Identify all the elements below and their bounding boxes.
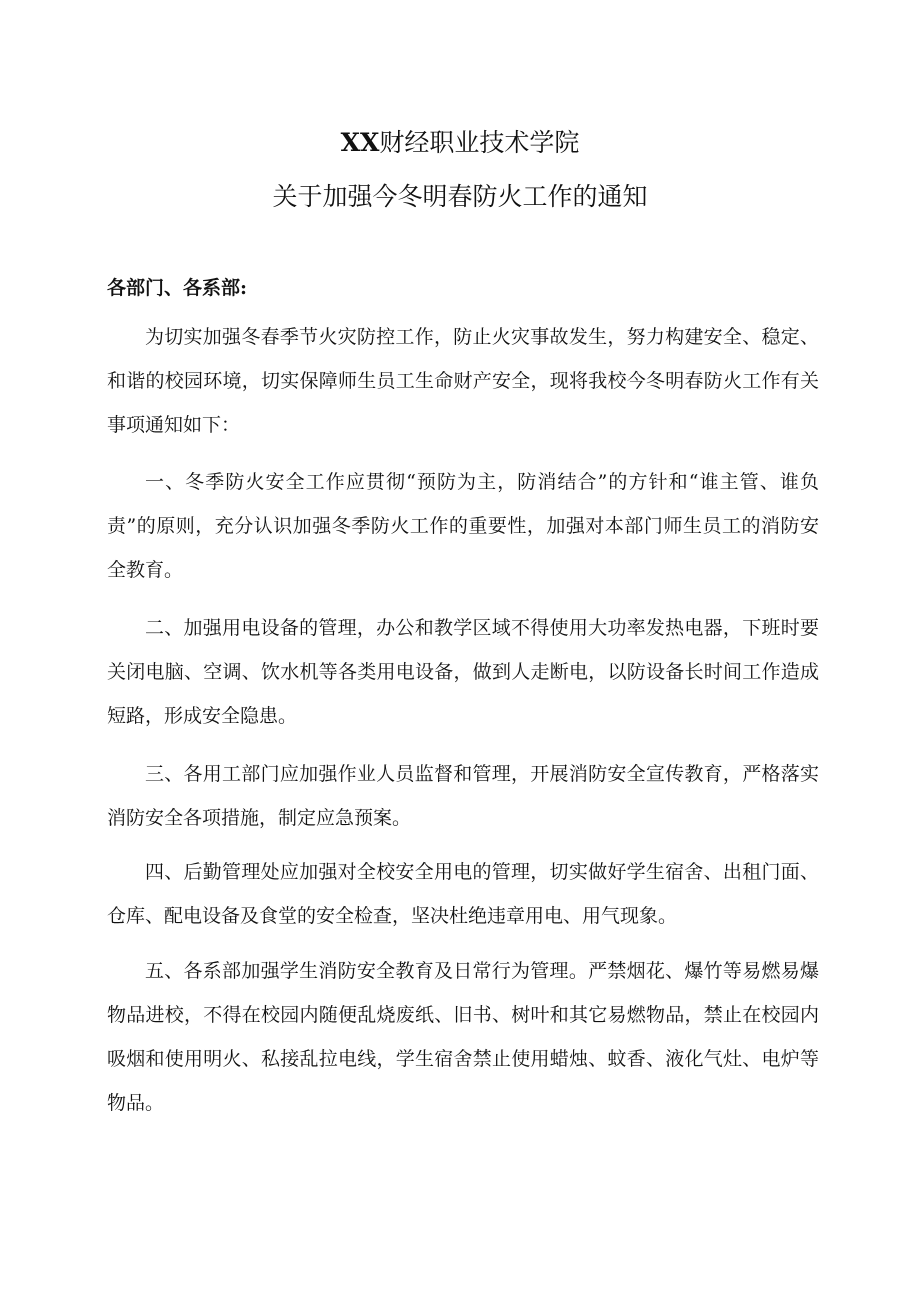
paragraph-item-3: 三、各用工部门应加强作业人员监督和管理，开展消防安全宣传教育，严格落实消防安全各项措施，制定应急预案。 (107, 763, 819, 829)
paragraph-item-5: 五、各系部加强学生消防安全教育及日常行为管理。严禁烟花、爆竹等易燃易爆物品进校，不得在校园内随便乱烧废纸、旧书、树叶和其它易燃物品，禁止在校园内吸烟和使用明火、私接乱拉电线，学生宿舍禁止使用蜡烛、蚊香、液化气灶、电炉等物品。 (107, 960, 819, 1114)
title-institution-name: 财经职业技术学院 (379, 128, 580, 157)
paragraph-item-1: 一、冬季防火安全工作应贯彻“预防为主，防消结合”的方针和“谁主管、谁负责”的原则，充分认识加强冬季防火工作的重要性，加强对本部门师生员工的消防安全教育。 (107, 471, 819, 581)
paragraph-item-4: 四、后勤管理处应加强对全校安全用电的管理，切实做好学生宿舍、出租门面、仓库、配电设备及食堂的安全检查，坚决杜绝违章用电、用气现象。 (107, 861, 819, 927)
paragraph-item-2: 二、加强用电设备的管理，办公和教学区域不得使用大功率发热电器，下班时要关闭电脑、空调、饮水机等各类用电设备，做到人走断电，以防设备长时间工作造成短路，形成安全隐患。 (107, 617, 819, 727)
document-title-line1 (0, 128, 920, 158)
title-prefix: XX (340, 128, 380, 157)
document-title-line2: 关于加强今冬明春防火工作的通知 (272, 182, 648, 211)
salutation: 各部门、各系部: (107, 277, 248, 299)
paragraph-intro: 为切实加强冬春季节火灾防控工作，防止火灾事故发生，努力构建安全、稳定、和谐的校园环境，切实保障师生员工生命财产安全，现将我校今冬明春防火工作有关事项通知如下： (107, 326, 819, 436)
